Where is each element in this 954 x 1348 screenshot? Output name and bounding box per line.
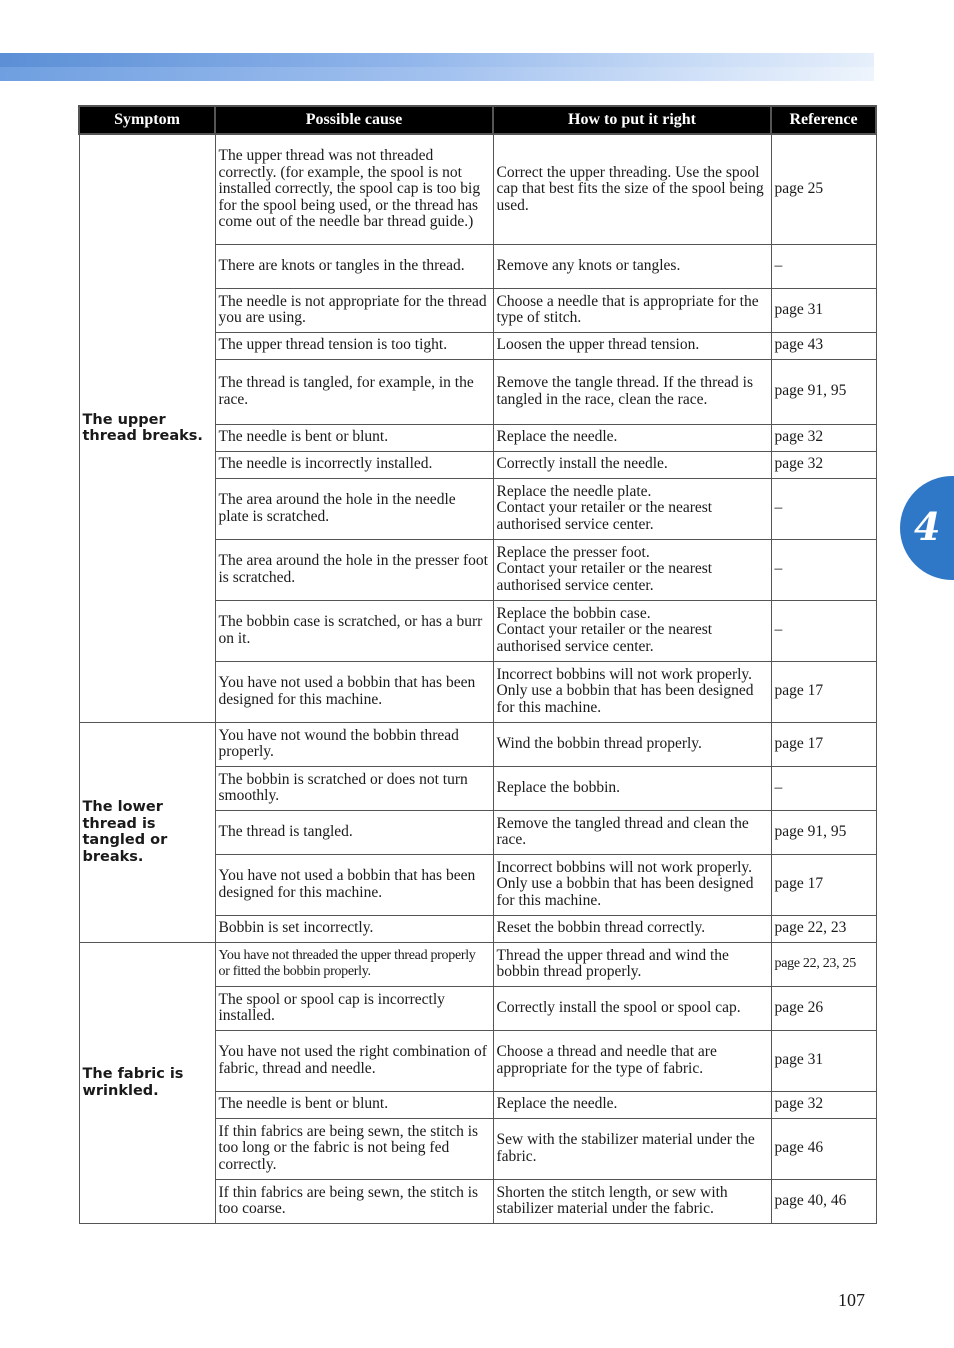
fix-cell: Incorrect bobbins will not work properly. Only use a bobbin that has been designed for this machine.: [493, 854, 771, 915]
reference-cell: page 17: [771, 661, 876, 722]
fix-cell: Replace the bobbin case. Contact your retailer or the nearest authorised service center.: [493, 600, 771, 661]
table-row: [79, 722, 876, 766]
symptom-cell: The fabric is wrinkled.: [79, 942, 215, 1223]
cause-cell: You have not wound the bobbin thread properly.: [215, 722, 493, 766]
fix-cell: Correctly install the needle.: [493, 451, 771, 478]
cause-cell: The spool or spool cap is incorrectly installed.: [215, 986, 493, 1030]
column-header-symptom: Symptom: [79, 106, 215, 134]
reference-cell: –: [771, 766, 876, 810]
fix-cell: Incorrect bobbins will not work properly. Only use a bobbin that has been designed for this machine.: [493, 661, 771, 722]
cause-cell: The bobbin is scratched or does not turn smoothly.: [215, 766, 493, 810]
reference-cell: page 31: [771, 288, 876, 332]
chapter-number: 4: [914, 504, 941, 549]
fix-cell: Replace the needle.: [493, 424, 771, 451]
reference-cell: page 46: [771, 1118, 876, 1179]
reference-cell: page 32: [771, 1091, 876, 1118]
reference-cell: page 22, 23: [771, 915, 876, 942]
cause-cell: The upper thread was not threaded correctly. (for example, the spool is not installed correctly, the spool cap is too big for the spool being used, or the thread has come out of the needle bar thread guide.): [215, 134, 493, 244]
fix-cell: Choose a needle that is appropriate for the type of stitch.: [493, 288, 771, 332]
cause-cell: The needle is incorrectly installed.: [215, 451, 493, 478]
cause-cell: The area around the hole in the presser foot is scratched.: [215, 539, 493, 600]
cause-cell: You have not used a bobbin that has been designed for this machine.: [215, 661, 493, 722]
fix-cell: Correct the upper threading. Use the spool cap that best fits the size of the spool being used.: [493, 134, 771, 244]
reference-cell: page 91, 95: [771, 810, 876, 854]
cause-cell: You have not threaded the upper thread properly or fitted the bobbin properly.: [215, 942, 493, 986]
column-header-reference: Reference: [771, 106, 876, 134]
cause-cell: The thread is tangled.: [215, 810, 493, 854]
fix-cell: Thread the upper thread and wind the bobbin thread properly.: [493, 942, 771, 986]
fix-cell: Loosen the upper thread tension.: [493, 332, 771, 359]
reference-cell: –: [771, 478, 876, 539]
column-header-cause: Possible cause: [215, 106, 493, 134]
column-header-fix: How to put it right: [493, 106, 771, 134]
header-band-bottom: [0, 67, 874, 81]
cause-cell: There are knots or tangles in the thread.: [215, 244, 493, 288]
reference-cell: page 17: [771, 722, 876, 766]
cause-cell: The needle is not appropriate for the thread you are using.: [215, 288, 493, 332]
symptom-cell: The upper thread breaks.: [79, 134, 215, 722]
fix-cell: Remove any knots or tangles.: [493, 244, 771, 288]
fix-cell: Remove the tangle thread. If the thread is tangled in the race, clean the race.: [493, 359, 771, 424]
fix-cell: Reset the bobbin thread correctly.: [493, 915, 771, 942]
header-band-top: [0, 53, 874, 67]
cause-cell: The upper thread tension is too tight.: [215, 332, 493, 359]
fix-cell: Wind the bobbin thread properly.: [493, 722, 771, 766]
fix-cell: Replace the presser foot. Contact your retailer or the nearest authorised service center.: [493, 539, 771, 600]
reference-cell: page 91, 95: [771, 359, 876, 424]
cause-cell: If thin fabrics are being sewn, the stitch is too coarse.: [215, 1179, 493, 1223]
cause-cell: The needle is bent or blunt.: [215, 424, 493, 451]
fix-cell: Sew with the stabilizer material under the fabric.: [493, 1118, 771, 1179]
symptom-cell: The lower thread is tangled or breaks.: [79, 722, 215, 942]
cause-cell: The bobbin case is scratched, or has a burr on it.: [215, 600, 493, 661]
cause-cell: The needle is bent or blunt.: [215, 1091, 493, 1118]
cause-cell: You have not used the right combination of fabric, thread and needle.: [215, 1030, 493, 1091]
reference-cell: page 31: [771, 1030, 876, 1091]
reference-cell: –: [771, 600, 876, 661]
fix-cell: Shorten the stitch length, or sew with stabilizer material under the fabric.: [493, 1179, 771, 1223]
troubleshooting-table: [78, 105, 877, 1224]
fix-cell: Choose a thread and needle that are appropriate for the type of fabric.: [493, 1030, 771, 1091]
fix-cell: Replace the needle.: [493, 1091, 771, 1118]
reference-cell: page 32: [771, 424, 876, 451]
reference-cell: page 32: [771, 451, 876, 478]
cause-cell: If thin fabrics are being sewn, the stitch is too long or the fabric is not being fed correctly.: [215, 1118, 493, 1179]
fix-cell: Replace the bobbin.: [493, 766, 771, 810]
table-row: [79, 942, 876, 986]
fix-cell: Remove the tangled thread and clean the race.: [493, 810, 771, 854]
reference-cell: page 40, 46: [771, 1179, 876, 1223]
table-header-row: [79, 106, 876, 134]
reference-cell: –: [771, 539, 876, 600]
page-number: 107: [838, 1290, 865, 1310]
reference-cell: page 25: [771, 134, 876, 244]
reference-cell: page 26: [771, 986, 876, 1030]
reference-cell: page 17: [771, 854, 876, 915]
reference-cell: page 43: [771, 332, 876, 359]
fix-cell: Replace the needle plate. Contact your retailer or the nearest authorised service center.: [493, 478, 771, 539]
table-row: [79, 134, 876, 244]
cause-cell: The thread is tangled, for example, in the race.: [215, 359, 493, 424]
cause-cell: You have not used a bobbin that has been designed for this machine.: [215, 854, 493, 915]
fix-cell: Correctly install the spool or spool cap.: [493, 986, 771, 1030]
reference-cell: page 22, 23, 25: [771, 942, 876, 986]
reference-cell: –: [771, 244, 876, 288]
cause-cell: The area around the hole in the needle plate is scratched.: [215, 478, 493, 539]
cause-cell: Bobbin is set incorrectly.: [215, 915, 493, 942]
